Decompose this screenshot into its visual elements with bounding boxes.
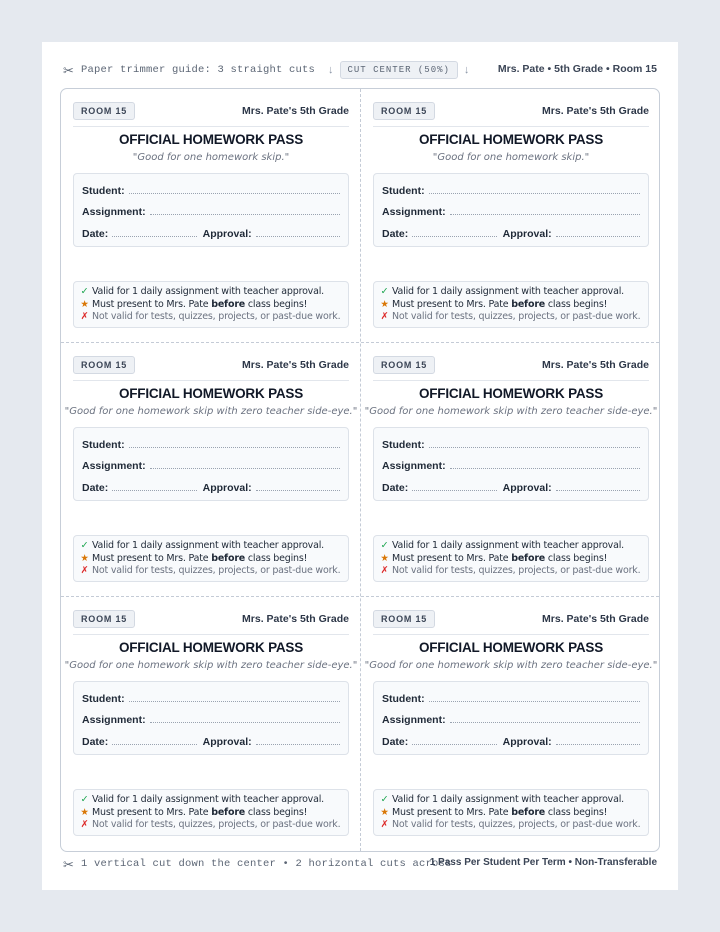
rule-emphasis: before (511, 552, 546, 564)
pass-rules (373, 535, 649, 582)
date-label: Date: (82, 228, 109, 240)
trim-guide-footer (62, 856, 657, 872)
assignment-field (82, 710, 340, 726)
arrow-down-icon: ↓ (328, 64, 334, 76)
rule-text: class begins! (245, 298, 308, 310)
room-badge: ROOM 15 (373, 356, 435, 374)
student-label: Student: (382, 693, 425, 705)
pass-fields (373, 427, 649, 501)
divider (73, 126, 349, 127)
rule-item (379, 311, 648, 324)
assignment-label: Assignment: (382, 206, 446, 218)
student-field (382, 181, 640, 197)
cut-center-marker (328, 60, 469, 80)
class-info: Mrs. Pate • 5th Grade • Room 15 (497, 63, 657, 75)
student-blank (129, 701, 340, 702)
rule-item (79, 540, 348, 553)
rule-text: Valid for 1 daily assignment with teacher approval. (392, 794, 624, 805)
rule-text: Not valid for tests, quizzes, projects, or past-due work. (92, 311, 341, 322)
pass-subtitle: "Good for one homework skip." (432, 152, 590, 163)
pass-header (373, 609, 649, 629)
rule-item (379, 794, 648, 807)
rule-item (379, 819, 648, 832)
room-badge: ROOM 15 (373, 610, 435, 628)
pass-subtitle: "Good for one homework skip." (132, 152, 290, 163)
rule-item (79, 299, 348, 312)
rule-emphasis: before (511, 298, 546, 310)
rule-text: class begins! (545, 806, 608, 818)
date-label: Date: (382, 736, 409, 748)
star-icon: ★ (380, 298, 389, 310)
room-badge: ROOM 15 (73, 356, 135, 374)
assignment-blank (150, 722, 340, 723)
rule-emphasis: before (211, 552, 246, 564)
cut-instructions: 1 vertical cut down the center • 2 horizontal cuts across (81, 858, 452, 870)
homework-pass (361, 343, 660, 597)
pass-title: OFFICIAL HOMEWORK PASS (118, 132, 304, 147)
date-approval-field (82, 732, 340, 748)
star-icon: ★ (80, 806, 89, 818)
assignment-label: Assignment: (82, 206, 146, 218)
date-approval-field (382, 478, 640, 494)
date-label: Date: (382, 482, 409, 494)
pass-rules (73, 535, 349, 582)
assignment-label: Assignment: (382, 714, 446, 726)
date-approval-field (82, 224, 340, 240)
star-icon: ★ (380, 806, 389, 818)
pass-title: OFFICIAL HOMEWORK PASS (418, 132, 604, 147)
pass-subtitle: "Good for one homework skip with zero teacher side-eye." (364, 406, 658, 417)
approval-label: Approval: (502, 736, 552, 748)
student-field (82, 181, 340, 197)
pass-header (73, 609, 349, 629)
teacher-name: Mrs. Pate's 5th Grade (542, 105, 649, 117)
pass-fields (73, 173, 349, 247)
student-blank (429, 701, 640, 702)
rule-item (79, 553, 348, 566)
trim-guide-text: Paper trimmer guide: 3 straight cuts (81, 64, 316, 76)
rule-text: Valid for 1 daily assignment with teacher approval. (392, 286, 624, 297)
rule-text: Not valid for tests, quizzes, projects, or past-due work. (92, 565, 341, 576)
rule-text: Must present to Mrs. Pate (392, 806, 512, 818)
rule-text: class begins! (545, 552, 608, 564)
check-icon: ✓ (80, 540, 89, 551)
date-blank (412, 744, 496, 745)
approval-blank (256, 744, 340, 745)
teacher-name: Mrs. Pate's 5th Grade (542, 359, 649, 371)
date-approval-field (82, 478, 340, 494)
cross-icon: ✗ (380, 311, 389, 322)
approval-label: Approval: (502, 482, 552, 494)
rule-text: class begins! (545, 298, 608, 310)
star-icon: ★ (380, 552, 389, 564)
date-blank (412, 236, 496, 237)
pass-rules (73, 281, 349, 328)
scissors-icon: ✂ (63, 856, 74, 872)
rule-item (79, 807, 348, 820)
printable-sheet (42, 42, 678, 890)
rule-text: Not valid for tests, quizzes, projects, or past-due work. (392, 311, 641, 322)
student-field (382, 689, 640, 705)
assignment-blank (150, 214, 340, 215)
pass-header (73, 101, 349, 121)
room-badge: ROOM 15 (73, 610, 135, 628)
divider (373, 380, 649, 381)
teacher-name: Mrs. Pate's 5th Grade (542, 613, 649, 625)
rule-item (379, 286, 648, 299)
rule-text: Valid for 1 daily assignment with teacher approval. (92, 286, 324, 297)
pass-title: OFFICIAL HOMEWORK PASS (118, 640, 304, 655)
homework-pass (361, 89, 660, 343)
pass-subtitle: "Good for one homework skip with zero teacher side-eye." (64, 406, 358, 417)
homework-pass (61, 597, 361, 851)
arrow-down-icon: ↓ (463, 64, 470, 76)
rule-text: Not valid for tests, quizzes, projects, or past-due work. (92, 819, 341, 830)
rule-text: Not valid for tests, quizzes, projects, or past-due work. (392, 565, 641, 576)
pass-grid (60, 88, 660, 852)
check-icon: ✓ (380, 794, 389, 805)
assignment-field (382, 456, 640, 472)
date-label: Date: (82, 736, 109, 748)
assignment-label: Assignment: (382, 460, 446, 472)
check-icon: ✓ (80, 794, 89, 805)
rule-emphasis: before (211, 806, 246, 818)
rule-text: class begins! (245, 806, 308, 818)
divider (373, 126, 649, 127)
date-blank (112, 490, 196, 491)
cross-icon: ✗ (80, 819, 89, 830)
approval-blank (556, 490, 640, 491)
approval-blank (556, 236, 640, 237)
rule-emphasis: before (211, 298, 246, 310)
rule-text: class begins! (245, 552, 308, 564)
rule-item (79, 286, 348, 299)
cross-icon: ✗ (380, 819, 389, 830)
approval-blank (256, 236, 340, 237)
rule-item (79, 819, 348, 832)
cross-icon: ✗ (80, 311, 89, 322)
pass-fields (73, 427, 349, 501)
pass-rules (73, 789, 349, 836)
rule-text: Must present to Mrs. Pate (92, 806, 212, 818)
assignment-field (382, 710, 640, 726)
check-icon: ✓ (380, 286, 389, 297)
rule-text: Valid for 1 daily assignment with teacher approval. (92, 794, 324, 805)
rule-item (379, 553, 648, 566)
student-blank (429, 193, 640, 194)
approval-label: Approval: (202, 228, 252, 240)
student-field (82, 689, 340, 705)
divider (373, 634, 649, 635)
approval-label: Approval: (202, 482, 252, 494)
rule-text: Valid for 1 daily assignment with teacher approval. (392, 540, 624, 551)
pass-title: OFFICIAL HOMEWORK PASS (418, 386, 604, 401)
approval-blank (556, 744, 640, 745)
date-blank (112, 744, 196, 745)
homework-pass (61, 89, 361, 343)
assignment-field (82, 456, 340, 472)
divider (73, 380, 349, 381)
rule-item (379, 807, 648, 820)
scissors-icon: ✂ (63, 62, 74, 78)
trim-guide-header (62, 60, 657, 80)
rule-item (379, 299, 648, 312)
pass-header (373, 355, 649, 375)
date-label: Date: (82, 482, 109, 494)
assignment-field (382, 202, 640, 218)
student-blank (129, 447, 340, 448)
pass-header (373, 101, 649, 121)
rule-item (79, 311, 348, 324)
date-approval-field (382, 224, 640, 240)
rule-item (379, 565, 648, 578)
rule-text: Must present to Mrs. Pate (392, 298, 512, 310)
student-label: Student: (382, 185, 425, 197)
pass-policy: 1 Pass Per Student Per Term • Non-Transferable (429, 857, 657, 868)
assignment-label: Assignment: (82, 714, 146, 726)
approval-blank (256, 490, 340, 491)
approval-label: Approval: (202, 736, 252, 748)
assignment-blank (450, 214, 640, 215)
pass-title: OFFICIAL HOMEWORK PASS (118, 386, 304, 401)
cross-icon: ✗ (80, 565, 89, 576)
student-label: Student: (382, 439, 425, 451)
date-approval-field (382, 732, 640, 748)
pass-title: OFFICIAL HOMEWORK PASS (418, 640, 604, 655)
teacher-name: Mrs. Pate's 5th Grade (242, 105, 349, 117)
student-blank (429, 447, 640, 448)
teacher-name: Mrs. Pate's 5th Grade (242, 359, 349, 371)
cross-icon: ✗ (380, 565, 389, 576)
assignment-blank (450, 468, 640, 469)
pass-fields (73, 681, 349, 755)
approval-label: Approval: (502, 228, 552, 240)
rule-text: Must present to Mrs. Pate (92, 298, 212, 310)
star-icon: ★ (80, 552, 89, 564)
room-badge: ROOM 15 (73, 102, 135, 120)
assignment-label: Assignment: (82, 460, 146, 472)
check-icon: ✓ (380, 540, 389, 551)
pass-rules (373, 281, 649, 328)
cut-center-badge: CUT CENTER (50%) (340, 61, 458, 79)
rule-item (79, 565, 348, 578)
date-blank (412, 490, 496, 491)
pass-rules (373, 789, 649, 836)
check-icon: ✓ (80, 286, 89, 297)
divider (73, 634, 349, 635)
student-field (82, 435, 340, 451)
student-field (382, 435, 640, 451)
homework-pass (361, 597, 660, 851)
rule-text: Valid for 1 daily assignment with teacher approval. (92, 540, 324, 551)
rule-item (79, 794, 348, 807)
date-label: Date: (382, 228, 409, 240)
assignment-field (82, 202, 340, 218)
student-label: Student: (82, 439, 125, 451)
pass-header (73, 355, 349, 375)
assignment-blank (450, 722, 640, 723)
rule-text: Must present to Mrs. Pate (92, 552, 212, 564)
teacher-name: Mrs. Pate's 5th Grade (242, 613, 349, 625)
pass-fields (373, 173, 649, 247)
pass-fields (373, 681, 649, 755)
pass-subtitle: "Good for one homework skip with zero teacher side-eye." (64, 660, 358, 671)
pass-subtitle: "Good for one homework skip with zero teacher side-eye." (364, 660, 658, 671)
date-blank (112, 236, 196, 237)
star-icon: ★ (80, 298, 89, 310)
rule-text: Not valid for tests, quizzes, projects, or past-due work. (392, 819, 641, 830)
assignment-blank (150, 468, 340, 469)
rule-item (379, 540, 648, 553)
rule-text: Must present to Mrs. Pate (392, 552, 512, 564)
student-blank (129, 193, 340, 194)
student-label: Student: (82, 185, 125, 197)
room-badge: ROOM 15 (373, 102, 435, 120)
student-label: Student: (82, 693, 125, 705)
homework-pass (61, 343, 361, 597)
rule-emphasis: before (511, 806, 546, 818)
